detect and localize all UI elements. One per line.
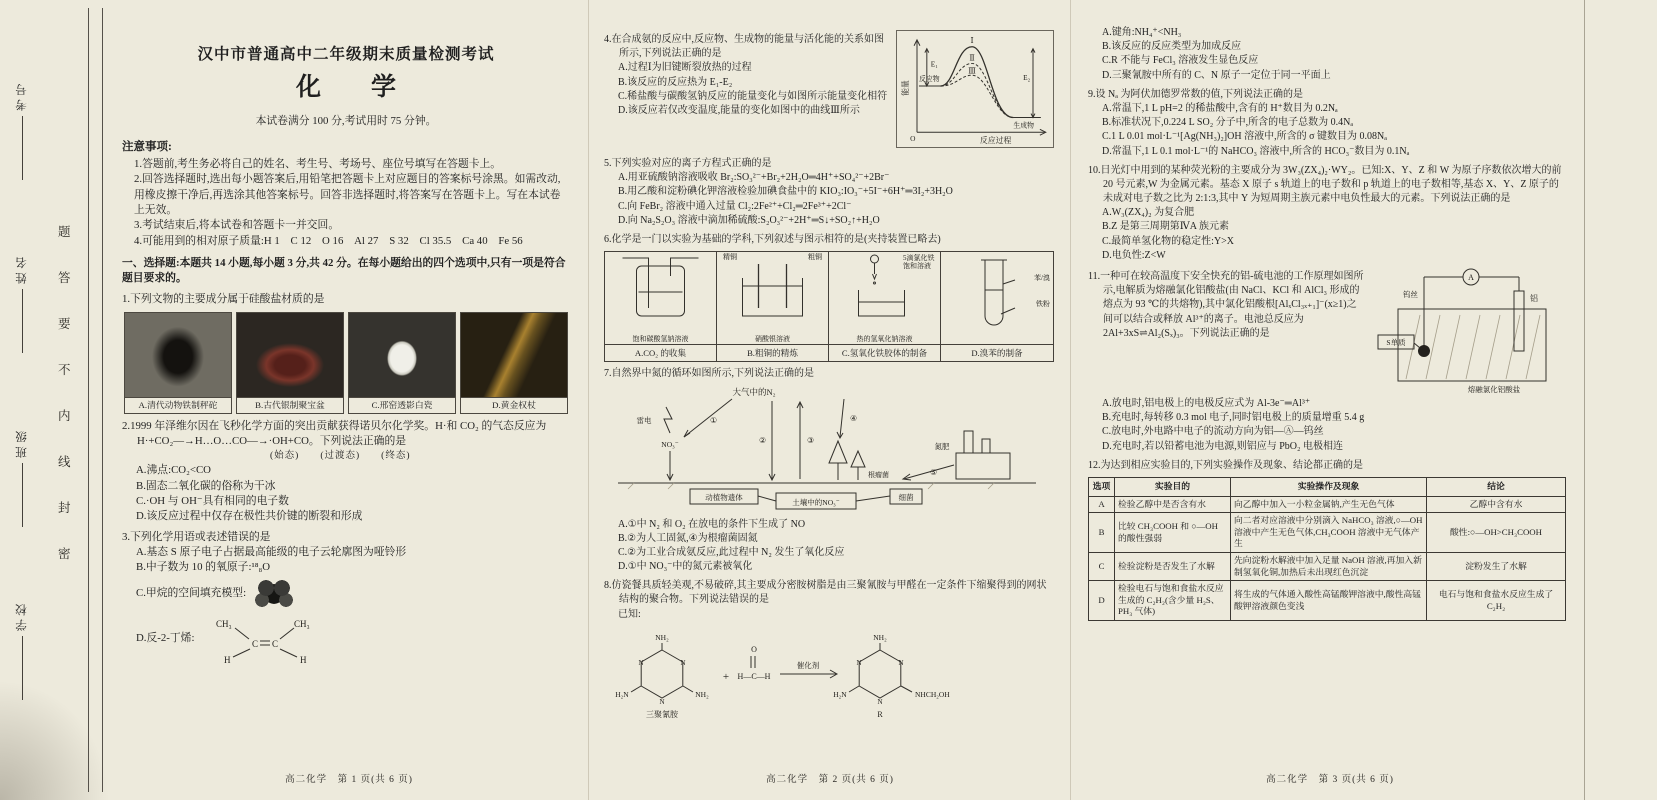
q4-energy-diagram — [896, 30, 1054, 148]
field-class — [14, 427, 30, 527]
gas-bottle-drawing — [605, 252, 716, 328]
apparatus-label: 硝酸银溶液 — [755, 335, 790, 344]
column-header: 结论 — [1427, 477, 1566, 496]
exam-info: 本试卷满分 100 分,考试用时 75 分钟。 — [255, 114, 437, 127]
option: A.放电时,铝电极上的电极反应式为 Al-3e⁻═Al³⁺ — [1102, 398, 1311, 409]
q11-battery-diagram — [1374, 265, 1566, 395]
question-4-block — [604, 28, 1054, 152]
artifact-option-a — [124, 312, 232, 414]
option: B.固态二氧化碳的俗称为干冰 — [136, 479, 276, 492]
question-stem: 8.仿瓷餐具质轻美观,不易破碎,其主要成分密胺树脂是由三聚氰胺与甲醛在一定条件下缩聚得到的网状结构的聚合物。下列说法错误的是 — [604, 580, 1047, 606]
apparatus-copper-refining — [717, 252, 829, 344]
subject-title: 化 学 — [295, 74, 396, 101]
apparatus-co2-collection — [605, 252, 717, 344]
question-stem: 9.设 Nₐ 为阿伏加德罗常数的值,下列说法正确的是 — [1088, 88, 1303, 100]
svg-text:生成物: 生成物 — [1013, 122, 1034, 130]
field-label: 姓名 — [16, 253, 28, 285]
field-school — [14, 600, 30, 700]
option-label: C.甲烷的空间填充模型: — [136, 586, 247, 599]
svg-text:H₂N: H₂N — [833, 689, 847, 699]
svg-text:能量: 能量 — [901, 80, 911, 96]
svg-text:铝: 铝 — [1530, 294, 1538, 303]
svg-text:④: ④ — [850, 413, 858, 423]
q6-apparatus-figures — [604, 251, 1054, 362]
svg-text:N: N — [856, 658, 862, 667]
option: D.三聚氰胺中所有的 C、N 原子一定位于同一平面上 — [1102, 69, 1331, 81]
option: D.该反应若仅改变温度,能量的变化如图中的曲线Ⅲ所示 — [618, 104, 860, 116]
svg-text:反应物: 反应物 — [918, 76, 940, 84]
option: A.基态 S 原子电子占据最高能级的电子云轮廓图为哑铃形 — [136, 545, 407, 558]
apparatus-label: 粗铜 — [808, 253, 822, 262]
known-label: 已知: — [618, 608, 641, 620]
apparatus-ferric-hydroxide-colloid — [829, 252, 941, 344]
reaction-state-labels: (始态) (过渡态) (终态) — [270, 450, 411, 461]
apparatus-label: 苯/溴 — [1034, 274, 1050, 283]
field-label: 班级 — [16, 426, 28, 458]
option: B.②为人工固氮,④为根瘤菌固氮 — [618, 532, 758, 544]
svg-text:H: H — [300, 654, 307, 665]
svg-text:土壤中的NO₃⁻: 土壤中的NO₃⁻ — [792, 497, 840, 507]
table-row — [1089, 552, 1566, 580]
experiment-conclusion: 电石与饱和食盐水反应生成了 C₂H₂ — [1427, 581, 1566, 621]
artifact-caption: A.清代动物铁制秤砣 — [125, 397, 231, 413]
seal-char: 题 — [58, 225, 71, 239]
artifact-photo-gold-scepter — [461, 313, 567, 397]
svg-text:N: N — [680, 658, 686, 667]
apparatus-label: 热的氢氧化钠溶液 — [856, 335, 913, 344]
option-letter: A — [1089, 496, 1115, 513]
question-stem: 6.化学是一门以实验为基础的学科,下列叙述与图示相符的是(夹持装置已略去) — [604, 233, 941, 245]
page-column-2 — [596, 0, 1064, 800]
experiment-operation: 向二者对应溶液中分别滴入 NaHCO₃ 溶液,○—OH 溶液中产生无色气体,CH₃COOH 溶液中无气体产生 — [1231, 513, 1427, 553]
svg-text:③: ③ — [807, 435, 815, 445]
question-11-block — [1088, 265, 1566, 397]
option: B.该反应的反应热为 E₁-E₂ — [618, 76, 733, 88]
svg-text:CH₃: CH₃ — [216, 618, 233, 629]
option-letter: B — [1089, 513, 1115, 553]
artifact-photo-white-porcelain — [349, 313, 455, 397]
student-info-fields — [14, 80, 30, 700]
artifact-caption: B.古代银制聚宝盆 — [237, 397, 343, 413]
svg-text:A: A — [1468, 273, 1474, 282]
svg-text:细菌: 细菌 — [898, 492, 914, 502]
option: A.沸点:CO₂<CO — [136, 464, 211, 477]
seal-line-outer — [102, 8, 103, 792]
question-stem: 10.日光灯中用到的某种荧光粉的主要成分为 3W₃(ZX₄)₂·WY₂。已知:X、Y、Z 和 W 为原子序数依次增大的前 20 号元素,W 为金属元素。基态 X 原子 s 轨道上的电子数和 p 轨道上的电子数相等,基态 X、Y、Z 原子的未成对电子数之比为 2:1:3,其中 Y 为短周期主族元素中电负性最大的元素。下列说法正确的是 — [1088, 164, 1562, 205]
svg-text:钨丝: 钨丝 — [1403, 290, 1418, 299]
section-header: 一、选择题:本题共 14 小题,每小题 3 分,共 42 分。在每小题给出的四个选项中,只有一项是符合题目要求的。 — [122, 257, 566, 285]
apparatus-caption: A.CO₂ 的收集 — [605, 344, 717, 361]
svg-text:②: ② — [759, 435, 767, 445]
experiment-operation: 将生成的气体通入酸性高锰酸钾溶液中,酸性高锰酸钾溶液颜色变浅 — [1231, 581, 1427, 621]
option: B.标准状况下,0.224 L SO₂ 分子中,所含的电子总数为 0.4Nₐ — [1102, 117, 1354, 129]
option: C.最简单氢化物的稳定性:Y>X — [1102, 235, 1235, 247]
artifact-photo-iron-weight — [125, 313, 231, 397]
option: B.该反应的反应类型为加成反应 — [1102, 41, 1242, 53]
svg-text:N: N — [659, 697, 665, 706]
option: C.R 不能与 FeCl₃ 溶液发生显色反应 — [1102, 55, 1259, 67]
apparatus-caption: C.氢氧化铁胶体的制备 — [829, 344, 941, 361]
option: C.②为工业合成氨反应,此过程中 N₂ 发生了氧化反应 — [618, 546, 845, 558]
svg-text:动植物遗体: 动植物遗体 — [705, 492, 743, 502]
svg-text:三聚氰胺: 三聚氰胺 — [646, 709, 678, 719]
table-row — [1089, 513, 1566, 553]
apparatus-caption: D.溴苯的制备 — [941, 344, 1053, 361]
table-row — [1089, 581, 1566, 621]
seal-char: 不 — [58, 363, 71, 377]
svg-text:熔融氯化铝酸盐: 熔融氯化铝酸盐 — [1467, 385, 1521, 394]
svg-text:C: C — [272, 638, 279, 649]
svg-text:O: O — [751, 644, 757, 654]
nitrogen-cycle-diagram — [604, 383, 1050, 517]
question-stem: 3.下列化学用语或表述错误的是 — [122, 530, 271, 543]
exam-title: 汉中市普通高中二年级期末质量检测考试 — [197, 46, 495, 63]
apparatus-label: 精铜 — [723, 253, 737, 262]
field-label: 考号 — [16, 80, 28, 111]
option: D.电负性:Z<W — [1102, 249, 1166, 261]
trans-2-butene-structure — [202, 612, 334, 666]
question-stem: 11.一种可在较高温度下安全快充的铝-硫电池的工作原理如图所示,电解质为熔融氯化铝酸盐(由 NaCl、KCl 和 AlCl₃ 形成的熔点为 93 ℃的共熔物),其中氯化铝酸根[AlₓCl₃ₓ₊₁]⁻(x≥1)之间可以结合或释放 Al³⁺的离子。电池总反应为 2Al+3xS⇌Al₂(Sₓ)₃。下列说法正确的是 — [1088, 271, 1364, 339]
seal-char: 答 — [58, 271, 71, 285]
seal-line-text — [58, 222, 71, 562]
q12-experiment-table — [1088, 477, 1566, 621]
column-divider-2 — [1070, 0, 1071, 800]
seal-char: 封 — [58, 501, 71, 515]
artifact-option-c — [348, 312, 456, 414]
apparatus-label: 铁粉 — [1036, 300, 1050, 309]
seal-char: 内 — [58, 409, 71, 423]
notice-item: 4.可能用到的相对原子质量:H 1 C 12 O 16 Al 27 S 32 Cl 35.5 Ca 40 Fe 56 — [134, 234, 523, 247]
svg-text:N: N — [877, 697, 883, 706]
svg-text:H—C—H: H—C—H — [737, 671, 771, 681]
svg-text:反应过程: 反应过程 — [979, 136, 1012, 146]
seal-char: 要 — [58, 317, 71, 331]
option: C.·OH 与 OH⁻具有相同的电子数 — [136, 494, 289, 507]
svg-text:C: C — [252, 638, 259, 649]
artifact-caption: C.邢窑透影白瓷 — [349, 397, 455, 413]
seal-char: 线 — [58, 455, 71, 469]
experiment-purpose: 检验乙醇中是否含有水 — [1115, 496, 1231, 513]
question-stem: 4.在合成氨的反应中,反应物、生成物的能量与活化能的关系如图所示,下列说法正确的是 — [604, 34, 884, 60]
svg-text:催化剂: 催化剂 — [796, 660, 820, 670]
svg-text:R: R — [877, 709, 883, 719]
notice-item: 3.考试结束后,将本试卷和答题卡一并交回。 — [134, 219, 340, 232]
option-letter: C — [1089, 552, 1115, 580]
column-header: 选项 — [1089, 477, 1115, 496]
field-exam-number — [14, 80, 30, 180]
option: B.用乙酸和淀粉碘化钾溶液检验加碘食盐中的 KIO₃:IO₃⁻+5I⁻+6H⁺═3I₂+3H₂O — [618, 186, 953, 198]
page-column-1 — [116, 0, 582, 800]
option: B.中子数为 10 的氧原子:¹⁸₈O — [136, 561, 271, 574]
option-label: D.反-2-丁烯: — [136, 631, 195, 644]
column-divider-1 — [588, 0, 589, 800]
methane-space-filling-model-image — [254, 579, 294, 609]
artifact-option-d — [460, 312, 568, 414]
fill-in-line — [22, 289, 23, 353]
svg-text:雷电: 雷电 — [636, 415, 652, 425]
svg-text:NHCH₂OH: NHCH₂OH — [915, 689, 950, 699]
question-stem: 7.自然界中氮的循环如图所示,下列说法正确的是 — [604, 368, 814, 380]
page-footer: 高二化学 第 1 页(共 6 页) — [285, 774, 413, 785]
experiment-operation: 先向淀粉水解液中加入足量 NaOH 溶液,再加入新制氢氧化铜,加热后未出现红色沉淀 — [1231, 552, 1427, 580]
column-header: 实验操作及现象 — [1231, 477, 1427, 496]
option-with-figure — [122, 579, 570, 609]
page-footer: 高二化学 第 2 页(共 6 页) — [766, 774, 894, 785]
option: D.①中 NO₃⁻中的氮元素被氧化 — [618, 561, 753, 573]
svg-text:E₂: E₂ — [1023, 73, 1031, 83]
apparatus-caption: B.粗铜的精炼 — [717, 344, 829, 361]
svg-text:NO₃⁻: NO₃⁻ — [661, 439, 679, 449]
apparatus-bromobenzene-prep — [941, 252, 1053, 344]
svg-text:①: ① — [710, 415, 718, 425]
apparatus-label: 饱和碳酸氢钠溶液 — [632, 335, 689, 344]
experiment-conclusion: 淀粉发生了水解 — [1427, 552, 1566, 580]
q1-artifact-images — [124, 312, 568, 414]
svg-text:N: N — [898, 658, 904, 667]
svg-text:Ⅲ: Ⅲ — [968, 66, 976, 76]
svg-text:O: O — [910, 134, 916, 144]
test-tube-drawing — [941, 252, 1053, 342]
question-stem: 1.下列文物的主要成分属于硅酸盐材质的是 — [122, 292, 325, 305]
svg-text:大气中的N₂: 大气中的N₂ — [732, 386, 776, 397]
svg-text:根瘤菌: 根瘤菌 — [868, 470, 889, 479]
svg-text:Ⅱ: Ⅱ — [969, 53, 975, 63]
apparatus-label: 5滴氯化铁饱和溶液 — [903, 254, 935, 271]
svg-text:氮肥: 氮肥 — [934, 441, 950, 451]
experiment-conclusion: 乙醇中含有水 — [1427, 496, 1566, 513]
svg-text:H₂N: H₂N — [615, 689, 629, 699]
field-name — [14, 253, 30, 353]
artifact-caption: D.黄金权杖 — [461, 397, 567, 413]
notice-title: 注意事项: — [122, 140, 172, 153]
svg-text:NH₂: NH₂ — [655, 632, 669, 642]
option: A.①中 N₂ 和 O₂ 在放电的条件下生成了 NO — [618, 518, 806, 530]
question-stem: 12.为达到相应实验目的,下列实验操作及现象、结论都正确的是 — [1088, 459, 1363, 471]
artifact-photo-silver-basin — [237, 313, 343, 397]
experiment-purpose: 比较 CH₃COOH 和 ○—OH 的酸性强弱 — [1115, 513, 1231, 553]
svg-text:Ⅰ: Ⅰ — [970, 35, 974, 45]
svg-text:E₁: E₁ — [930, 59, 938, 69]
svg-text:⑤: ⑤ — [930, 467, 938, 477]
table-row — [1089, 496, 1566, 513]
option: C.向 FeBr₂ 溶液中通入过量 Cl₂:2Fe²⁺+Cl₂═2Fe³⁺+2Cl⁻ — [618, 200, 852, 212]
question-stem: 5.下列实验对应的离子方程式正确的是 — [604, 158, 772, 169]
option: A.W₃(ZX₄)₂ 为复合肥 — [1102, 207, 1195, 219]
experiment-conclusion: 酸性:○—OH>CH₃COOH — [1427, 513, 1566, 553]
option: B.Z 是第三周期第ⅣA 族元素 — [1102, 221, 1229, 233]
artifact-option-b — [236, 312, 344, 414]
electrolysis-cell-drawing — [717, 252, 828, 328]
fill-in-line — [22, 463, 23, 527]
experiment-purpose: 检验淀粉是否发生了水解 — [1115, 552, 1231, 580]
svg-text:NH₂: NH₂ — [695, 689, 709, 699]
table-header-row — [1089, 477, 1566, 496]
option: D.该反应过程中仅存在极性共价键的断裂和形成 — [136, 510, 363, 523]
page-column-3 — [1080, 0, 1580, 800]
notice-item: 2.回答选择题时,选出每小题答案后,用铅笔把答题卡上对应题目的答案标号涂黑。如需改动,用橡皮擦干净后,再选涂其他答案标号。回答非选择题时,将答案写在答题卡上。写在本试卷上无效。 — [134, 173, 561, 217]
experiment-purpose: 检验电石与饱和食盐水反应生成的 C₂H₂(含少量 H₂S、PH₃ 气体) — [1115, 581, 1231, 621]
seal-char: 密 — [58, 547, 71, 561]
option: C.放电时,外电路中电子的流动方向为铝―Ⓐ―钨丝 — [1102, 426, 1324, 438]
svg-text:S单质: S单质 — [1386, 338, 1406, 347]
option: D.充电时,若以铅蓄电池为电源,则铝应与 PbO₂ 电极相连 — [1102, 440, 1343, 452]
svg-text:N: N — [638, 658, 644, 667]
column-header: 实验目的 — [1115, 477, 1231, 496]
melamine-reaction-scheme — [604, 622, 1050, 722]
option: A.键角:NH₄⁺<NH₃ — [1102, 27, 1182, 38]
option: A.用亚硫酸钠溶液吸收 Br₂:SO₃²⁻+Br₂+2H₂O═4H⁺+SO₄²⁻+2Br⁻ — [618, 172, 890, 184]
fill-in-line — [22, 636, 23, 700]
option-letter: D — [1089, 581, 1115, 621]
option: C.1 L 0.01 mol·L⁻¹[Ag(NH₃)₂]OH 溶液中,所含的 σ 键数目为 0.08Nₐ — [1102, 131, 1387, 143]
svg-text:H: H — [224, 654, 231, 665]
option-with-figure — [122, 612, 570, 666]
experiment-operation: 向乙醇中加入一小粒金属钠,产生无色气体 — [1231, 496, 1427, 513]
page-right-edge — [1584, 0, 1585, 800]
option: B.充电时,每转移 0.3 mol 电子,同时铝电极上的质量增重 5.4 g — [1102, 412, 1365, 424]
svg-text:CH₃: CH₃ — [294, 618, 311, 629]
question-stem: 2.1999 年泽维尔因在飞秒化学方面的突出贡献获得诺贝尔化学奖。H·和 CO₂ 的气态反应为 H·+CO₂—→H…O…CO—→·OH+CO。下列说法正确的是 — [122, 420, 547, 448]
page-footer: 高二化学 第 3 页(共 6 页) — [1266, 774, 1394, 785]
option: C.稀盐酸与碳酸氢钠反应的能量变化与如图所示能量变化相符 — [618, 90, 888, 102]
seal-line-inner — [88, 8, 89, 792]
fill-in-line — [22, 116, 23, 180]
svg-text:+: + — [722, 670, 730, 683]
option: D.向 Na₂S₂O₃ 溶液中滴加稀硫酸:S₂O₃²⁻+2H⁺═S↓+SO₂↑+H₂O — [618, 214, 880, 226]
svg-text:NH₂: NH₂ — [873, 632, 887, 642]
option: A.常温下,1 L pH=2 的稀盐酸中,含有的 H⁺数目为 0.2Nₐ — [1102, 102, 1338, 114]
field-label: 学校 — [16, 599, 28, 631]
notice-item: 1.答题前,考生务必将自己的姓名、考生号、考场号、座位号填写在答题卡上。 — [134, 158, 502, 171]
option: A.过程Ⅰ为旧键断裂放热的过程 — [618, 62, 752, 74]
option: D.常温下,1 L 0.1 mol·L⁻¹的 NaHCO₃ 溶液中,所含的 HCO₃⁻数目为 0.1Nₐ — [1102, 145, 1410, 157]
